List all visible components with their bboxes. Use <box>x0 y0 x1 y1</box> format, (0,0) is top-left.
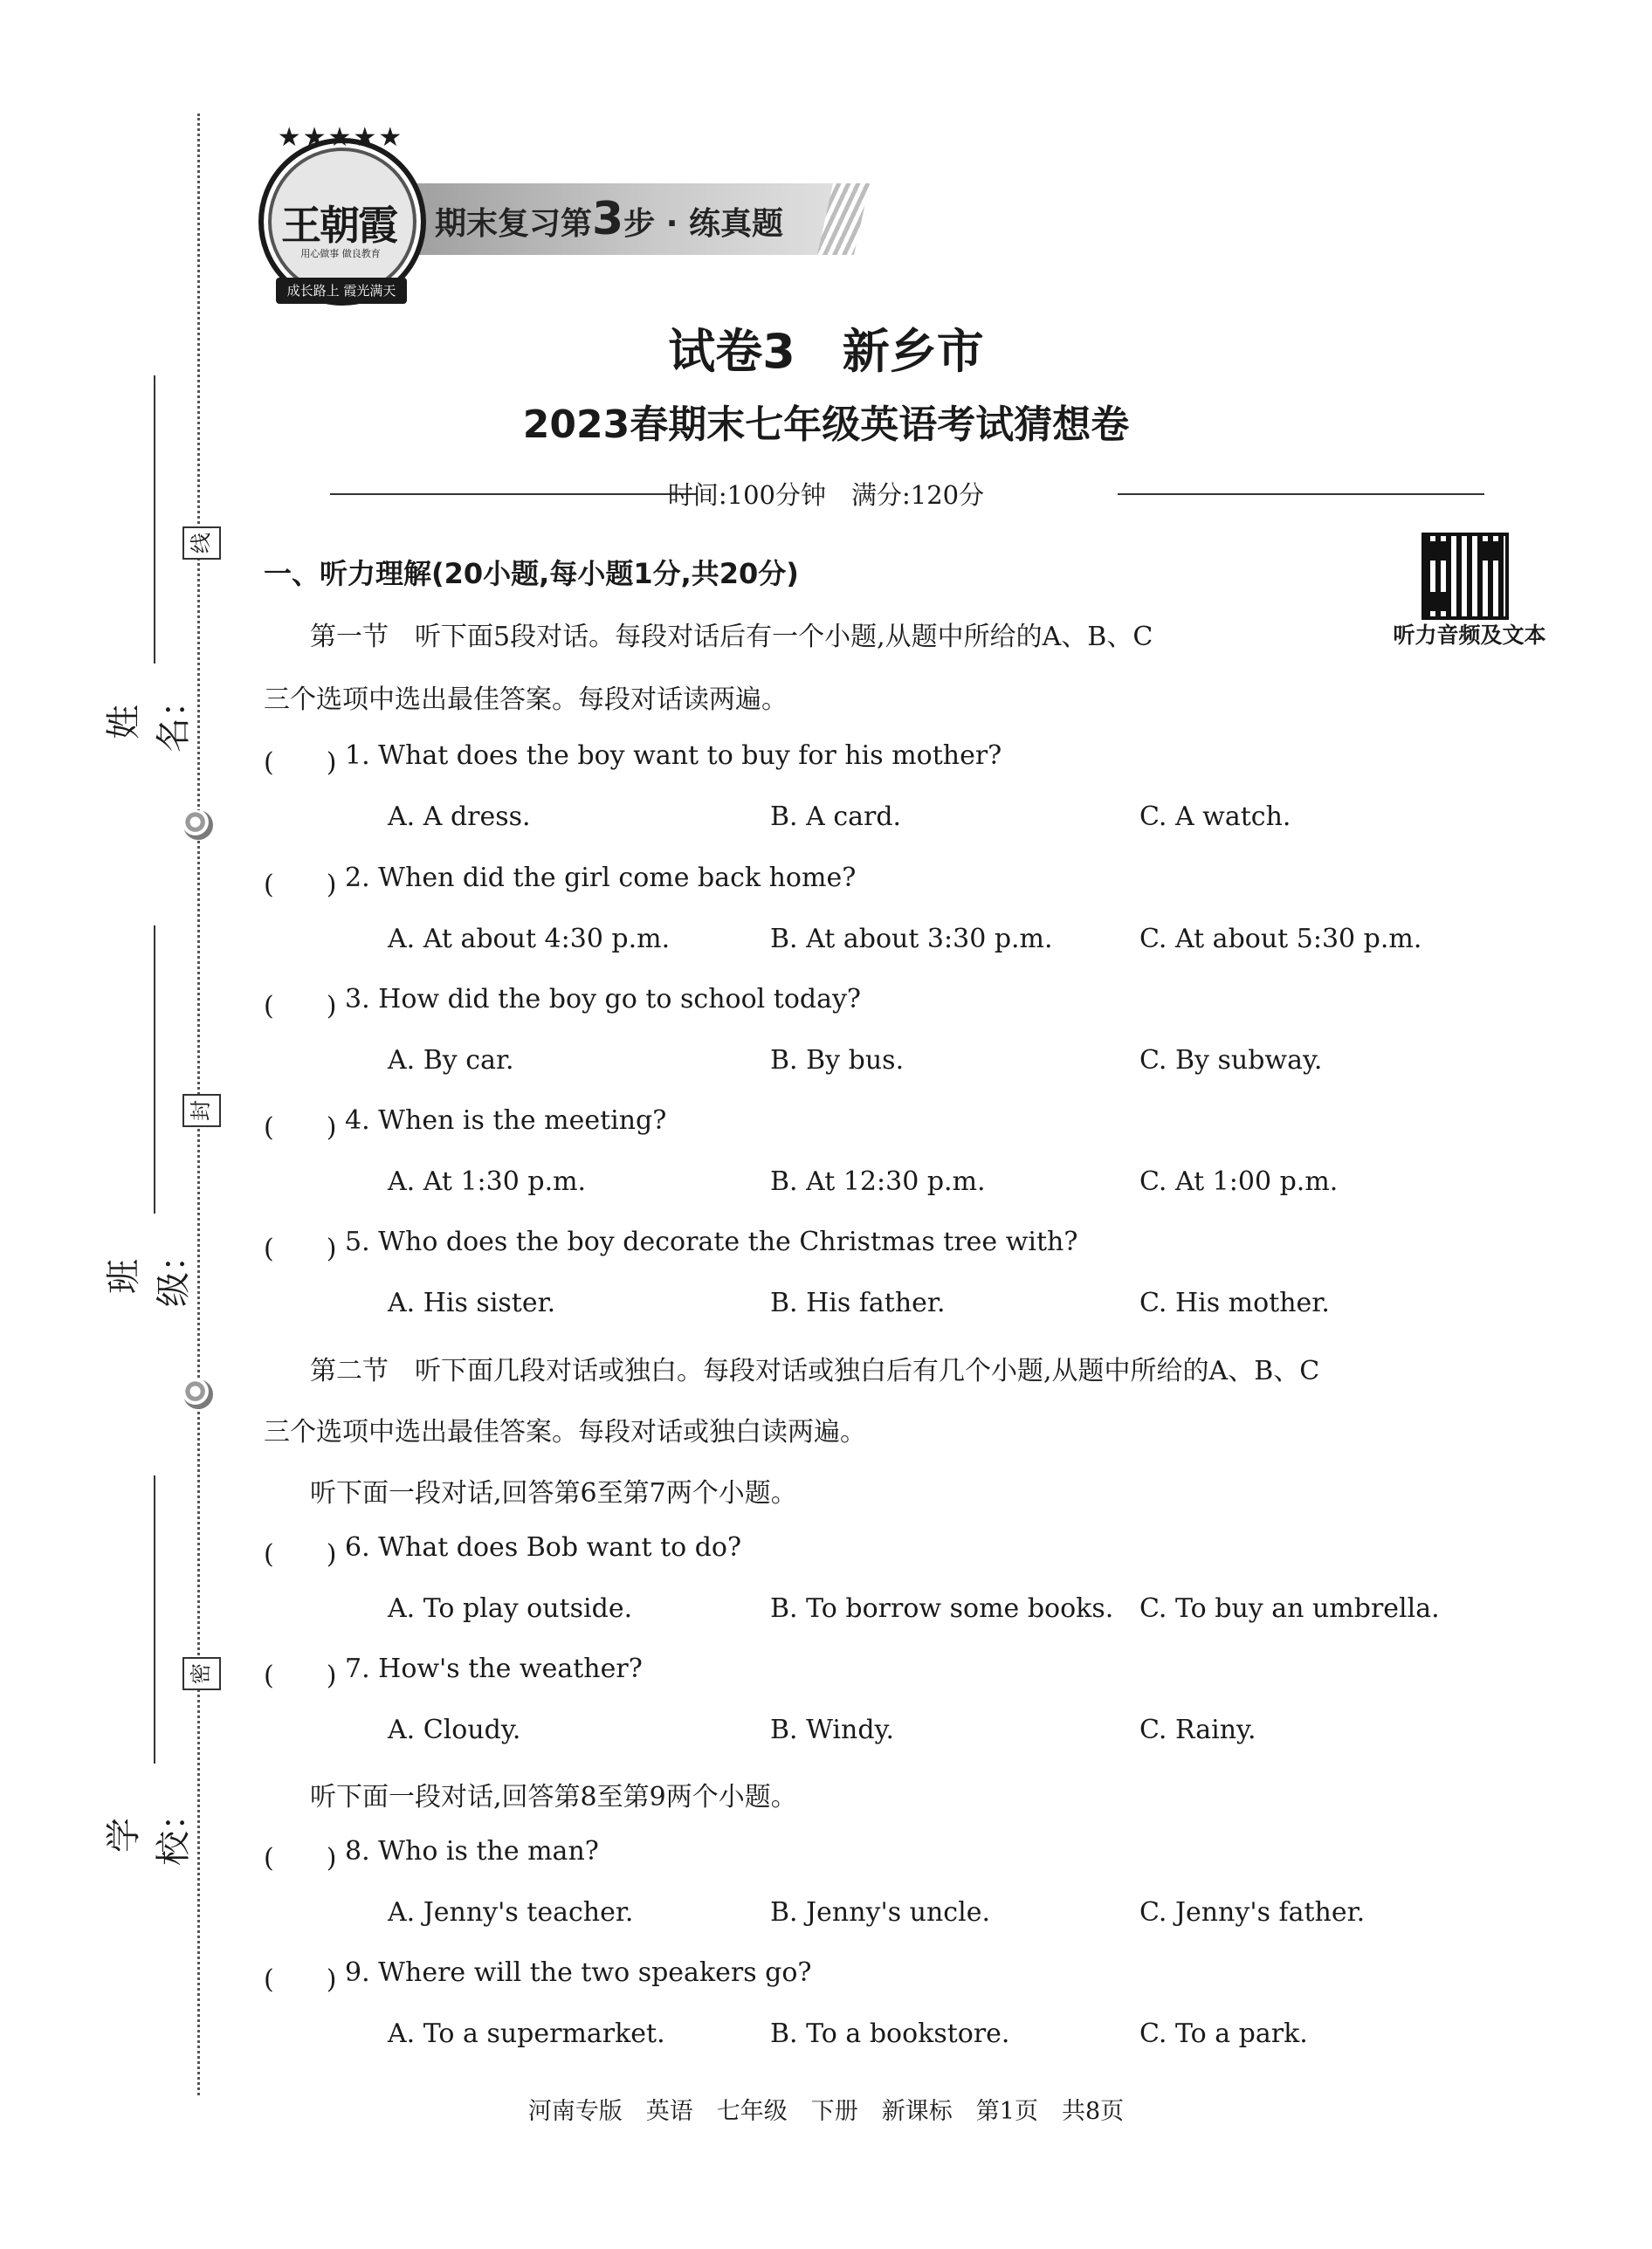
question-text: 3. How did the boy go to school today? <box>345 984 862 1014</box>
class-label: 班级： <box>104 1237 194 1307</box>
question-text: 1. What does the boy want to buy for his mother? <box>345 740 1002 771</box>
school-label: 学校： <box>104 1796 194 1866</box>
question-text: 8. Who is the man? <box>345 1836 599 1867</box>
option-a: A. At about 4:30 p.m. <box>388 924 671 954</box>
page-subtitle: 2023春期末七年级英语考试猜想卷 <box>522 402 1130 447</box>
option-b: B. His father. <box>770 1288 946 1318</box>
option-b: B. A card. <box>770 801 902 832</box>
question-text: 5. Who does the boy decorate the Christmas tree with? <box>345 1227 1078 1257</box>
swirl-icon <box>183 810 213 840</box>
option-b: B. At 12:30 p.m. <box>770 1166 986 1197</box>
part2-instruction-line2: 三个选项中选出最佳答案。每段对话或独白读两遍。 <box>264 1417 866 1448</box>
class-underline <box>154 925 155 1214</box>
option-a: A. To play outside. <box>388 1593 633 1624</box>
exam-meta: 时间:100分钟 满分:120分 <box>667 480 985 510</box>
answer-blank[interactable]: ( ) <box>264 1964 337 1995</box>
option-a: A. At 1:30 p.m. <box>388 1166 587 1197</box>
part1-instruction-line1: 第一节 听下面5段对话。每段对话后有一个小题,从题中所给的A、B、C <box>310 622 1153 652</box>
seal-char-seal: 封 <box>182 1094 221 1127</box>
question-text: 6. What does Bob want to do? <box>345 1532 742 1563</box>
question-text: 4. When is the meeting? <box>345 1105 667 1136</box>
part1-instruction-line2: 三个选项中选出最佳答案。每段对话读两遍。 <box>264 684 788 715</box>
option-b: B. Jenny's uncle. <box>770 1897 990 1928</box>
swirl-icon <box>183 1379 213 1409</box>
section-heading: 一、听力理解(20小题,每小题1分,共20分) <box>264 557 799 590</box>
option-c: C. To buy an umbrella. <box>1139 1593 1440 1624</box>
answer-blank[interactable]: ( ) <box>264 1112 337 1143</box>
answer-blank[interactable]: ( ) <box>264 870 337 900</box>
option-c: C. At about 5:30 p.m. <box>1139 924 1422 954</box>
star-icons: ★★★★★ <box>277 122 404 153</box>
question-text: 9. Where will the two speakers go? <box>345 1957 812 1988</box>
option-a: A. By car. <box>388 1045 514 1076</box>
option-b: B. By bus. <box>770 1045 905 1076</box>
option-c: C. To a park. <box>1139 2019 1308 2049</box>
dialogue-instruction: 听下面一段对话,回答第6至第7两个小题。 <box>310 1478 797 1509</box>
option-a: A. To a supermarket. <box>388 2019 665 2049</box>
option-a: A. A dress. <box>388 801 531 832</box>
qr-caption: 听力音频及文本 <box>1393 622 1546 648</box>
dialogue-instruction: 听下面一段对话,回答第8至第9两个小题。 <box>310 1782 797 1812</box>
option-b: B. To borrow some books. <box>770 1593 1114 1624</box>
answer-blank[interactable]: ( ) <box>264 1234 337 1264</box>
option-c: C. His mother. <box>1139 1288 1330 1318</box>
seal-char-line: 线 <box>182 526 221 560</box>
page-title: 试卷3 新乡市 <box>668 324 984 379</box>
banner-text: 期末复习第3步 · 练真题 <box>435 193 783 245</box>
option-c: C. Jenny's father. <box>1139 1897 1366 1928</box>
option-a: A. Jenny's teacher. <box>388 1897 634 1928</box>
answer-blank[interactable]: ( ) <box>264 1539 337 1570</box>
option-a: A. Cloudy. <box>388 1715 521 1745</box>
logo-ribbon: 成长路上 霞光满天 <box>276 278 407 304</box>
option-c: C. A watch. <box>1139 801 1291 832</box>
question-text: 7. How's the weather? <box>345 1654 643 1684</box>
logo-slogan: 用心做事 做良教育 <box>300 248 381 259</box>
school-underline <box>154 1475 155 1764</box>
logo-text: 王朝霞 <box>281 202 396 249</box>
answer-blank[interactable]: ( ) <box>264 747 337 778</box>
option-c: C. Rainy. <box>1139 1715 1256 1745</box>
qr-code-icon[interactable] <box>1421 533 1509 620</box>
answer-blank[interactable]: ( ) <box>264 991 337 1021</box>
question-text: 2. When did the girl come back home? <box>345 863 857 893</box>
option-b: B. At about 3:30 p.m. <box>770 924 1053 954</box>
option-c: C. At 1:00 p.m. <box>1139 1166 1339 1197</box>
seal-char-secret: 密 <box>182 1657 221 1690</box>
option-c: C. By subway. <box>1139 1045 1323 1076</box>
answer-blank[interactable]: ( ) <box>264 1843 337 1874</box>
page-footer: 河南专版 英语 七年级 下册 新课标 第1页 共8页 <box>527 2098 1125 2125</box>
part2-instruction-line1: 第二节 听下面几段对话或独白。每段对话或独白后有几个小题,从题中所给的A、B、C <box>310 1356 1320 1386</box>
answer-blank[interactable]: ( ) <box>264 1661 337 1691</box>
option-a: A. His sister. <box>388 1288 556 1318</box>
option-b: B. To a bookstore. <box>770 2019 1010 2049</box>
option-b: B. Windy. <box>770 1715 895 1745</box>
name-label: 姓名： <box>104 683 194 753</box>
